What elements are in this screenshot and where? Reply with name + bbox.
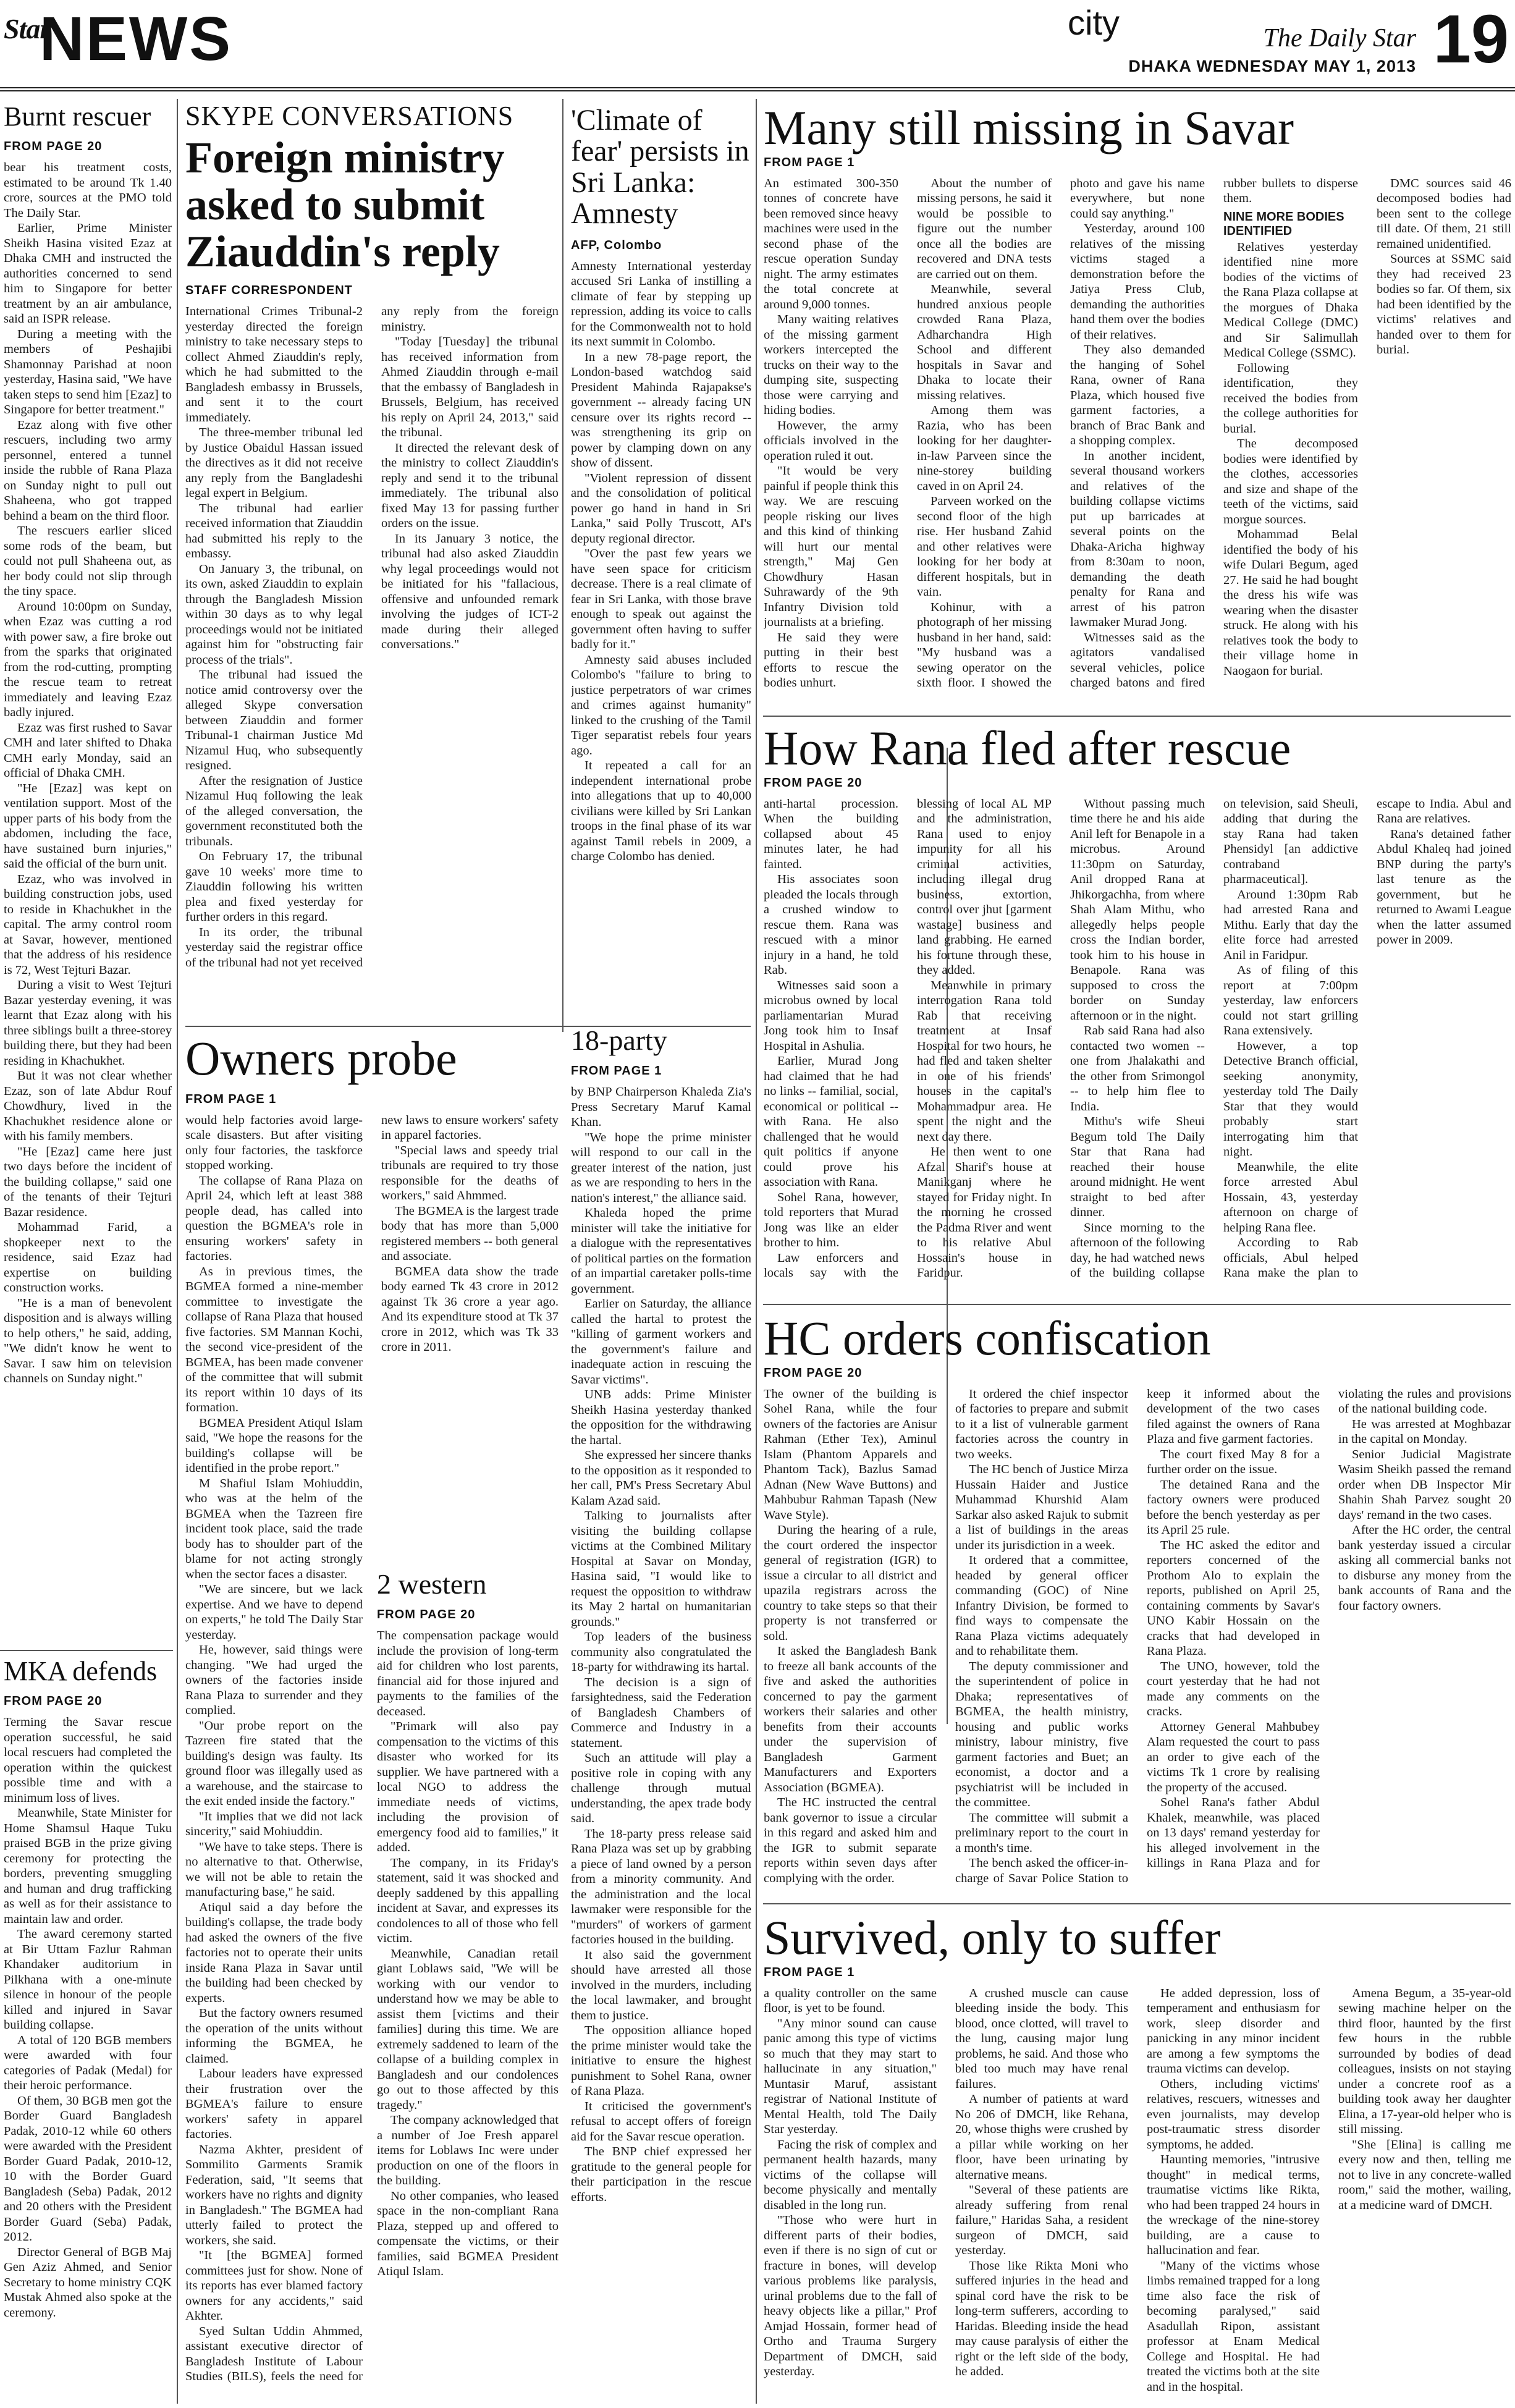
- story-paragraph: by BNP Chairperson Khaleda Zia's Press Secretary Maruf Kamal Khan.: [571, 1085, 751, 1130]
- story-paragraph: The company acknowledged that a number of Joe Fresh apparel items for Loblaws Inc were under production on one of the floors in the building.: [377, 2113, 559, 2188]
- story-paragraph: They also demanded the hanging of Sohel Rana, owner of Rana Plaza, which housed five garment factories, a branch of Brac Bank and a shopping complex.: [1070, 343, 1205, 448]
- story-paragraph: Ezaz along with five other rescuers, including two army personnel, entered a tunnel inside the rubble of Rana Plaza on Sunday night to pull out Shaheena, who got trapped behind a beam on the third floor.: [4, 418, 172, 523]
- story-divider: [763, 716, 1511, 717]
- story-paragraph: Amena Begum, a 35-year-old sewing machine helper on the third floor, haunted by the first few hours in the rubble surrounded by bodies of dead colleagues, insists on not staying under a concrete roof as a building took away her daughter Elina, a 17-year-old helper who is still missing.: [1338, 1986, 1511, 2137]
- story-paragraph: "Those who were hurt in different parts of their bodies, even if there is no sign of cut or fracture in bones, will develop various problems like paralysis, urinal problems due to the fall of heavy objects like a pillar," Prof Amjad Hossain, former head of Ortho and Trauma Surgery Department of DMCH, said yesterday.: [764, 2213, 937, 2379]
- story-paragraph: He was arrested at Moghbazar in the capital on Monday.: [1338, 1417, 1511, 1447]
- story-paragraph: During a visit to West Tejturi Bazar yesterday evening, it was learnt that Ezaz along with his three siblings built a three-storey building there, but they had been residing in Khachukhet.: [4, 978, 172, 1068]
- story-paragraph: Khaleda hoped the prime minister will take the initiative for a dialogue with the representatives of political parties on the formation of an impartial caretaker polls-time government.: [571, 1206, 751, 1296]
- story-paragraph: An estimated 300-350 tonnes of concrete have been removed since heavy machines were used in the second phase of the rescue operation Sunday night. The army estimates the total concrete at around 9,000 tonnes.: [764, 176, 898, 311]
- story-dateline: FROM PAGE 1: [185, 1092, 277, 1106]
- story-paragraph: The court fixed May 8 for a further order on the issue.: [1147, 1447, 1320, 1477]
- story-paragraph: About the number of missing persons, he said it would be possible to figure out the number once all the bodies are recovered and DNA tests are carried out on them.: [917, 176, 1052, 281]
- story-paragraph: Mohammad Belal identified the body of his wife Dulari Begum, aged 27. He said he had bought the dress his wife was wearing when the disaster struck. He along with his relatives took the body to their village home in Naogaon for burial.: [1223, 528, 1358, 678]
- story-dateline: FROM PAGE 20: [377, 1608, 476, 1622]
- story-paragraph: "Any minor sound can cause panic among this type of victims so much that they may start to hallucinate in any situation," Muntasir Maruf, assistant registrar of National Institute of Mental Health, told The Daily Star yesterday.: [764, 2016, 937, 2137]
- story-paragraph: Mithu's wife Sheui Begum told The Daily Star that Rana had reached their house around midnight. He went straight to bed after dinner.: [1070, 1115, 1205, 1220]
- story-paragraph: Meanwhile, Canadian retail giant Loblaws said, "We will be working with our vendor to understand how we may be able to assist them [victims and their families] during this time. We are extremely saddened to learn of the collapse of a building complex in Bangladesh and our condolences go out to those affected by this tragedy.": [377, 1946, 559, 2112]
- story-dateline: FROM PAGE 20: [764, 775, 863, 790]
- story-paragraph: anti-hartal procession. When the building collapsed about 45 minutes later, he had fainted.: [764, 796, 898, 871]
- story-paragraph: Of them, 30 BGB men got the Border Guard Bangladesh Padak, 2010-12 while 60 others were awarded with the President Border Guard Padak, 2010-12, 10 with the Border Guard Bangladesh (Seba) Padak, 2012 and 20 others with the President Border Guard (Seba) Padak, 2012.: [4, 2093, 172, 2244]
- story-paragraph: Ezaz, who was involved in building construction jobs, used to reside in Khachukhet in the capital. The army control room at Savar, however, mentioned that the address of his residence is 72, West Tejturi Bazar.: [4, 872, 172, 977]
- story-paragraph: It asked the Bangladesh Bank to freeze all bank accounts of the five and asked the authorities concerned to pay the garment workers their salaries and other benefits from their accounts under the supervision of Bangladesh Garment Manufacturers and Exporters Association (BGMEA).: [764, 1644, 937, 1794]
- story-paragraph: Sohel Rana's father Abdul Khalek, meanwhile, was placed on 13 days' remand yesterday for his alleged involvement in the killings in Rana Plaza and for violating the rules and provisions of the national building code.: [1147, 1387, 1511, 1870]
- story-paragraph: Meanwhile, the elite force arrested Abul Hossain, 43, yesterday afternoon on charge of helping Rana flee.: [1223, 1160, 1358, 1235]
- story-paragraph: The bench asked the officer-in-charge of Savar Police Station to keep it informed about the development of the two cases filed against the owners of Rana Plaza and five garment factories.: [955, 1387, 1320, 1885]
- story-mka-defends: [4, 1657, 172, 2405]
- newspaper-name: The Daily Star: [1263, 24, 1416, 53]
- story-paragraph: The decomposed bodies were identified by the clothes, accessories and size and shape of the teeth of the victims, said morgue sources.: [1223, 437, 1358, 526]
- story-paragraph: It directed the relevant desk of the ministry to collect Ziauddin's reply and send it to the tribunal immediately. The tribunal also fixed May 13 for passing further orders on the issue.: [381, 441, 559, 530]
- story-paragraph: Atiqul said a day before the building's collapse, the trade body had asked the owners of the five factories not to operate their units inside Rana Plaza in Savar until the building had been checked by experts.: [185, 1900, 363, 2005]
- story-paragraph: "Violent repression of dissent and the consolidation of political power go hand in hand in Sri Lanka," said Polly Truscott, AI's deputy regional director.: [571, 471, 751, 546]
- story-paragraph: She expressed her sincere thanks to the opposition as it responded to her call, PM's Press Secretary Abul Kalam Azad said.: [571, 1448, 751, 1508]
- story-paragraph: BGMEA President Atiqul Islam said, "We hope the reasons for the building's collapse will be identified in the probe report.": [185, 1416, 363, 1476]
- story-paragraph: Syed Sultan Uddin Ahmmed, assistant executive director of Bangladesh Institute of Labour Studies (BILS), feels the need for new laws to ensure workers' safety in apparel factories.: [185, 1113, 559, 2384]
- story-headline: Survived, only to suffer: [764, 1912, 1221, 1964]
- story-paragraph: Parveen worked on the second floor of the high rise. Her husband Zahid and other relatives were looking for her body at different hospitals, but in vain.: [917, 494, 1052, 599]
- story-paragraph: Those like Rikta Moni who suffered injuries in the head and spinal cord have the risk to be long-term sufferers, according to Haridas. Bleeding inside the head may cause paralysis of either the right or the left side of the body, he added.: [955, 2258, 1128, 2379]
- story-body: [4, 1715, 172, 2388]
- story-paragraph: Law enforcers and locals say with the blessing of local AL MP and the administration, Rana used to enjoy impunity for all his criminal activities, including illegal drug business, extortion, control over jhut [garment wastage] business and land grabbing. He earned his fortune through these, they added.: [764, 796, 1052, 1280]
- story-paragraph: Nazma Akhter, president of Sommilito Garments Sramik Federation, said, "It seems that workers have no rights and dignity in Bangladesh." The BGMEA had utterly failed to protect the workers, she said.: [185, 2142, 363, 2247]
- story-paragraph: UNB adds: Prime Minister Sheikh Hasina yesterday thanked the opposition for the withdrawing the hartal.: [571, 1388, 751, 1447]
- story-paragraph: As of filing of this report at 7:00pm yesterday, law enforcers could not start grilling Rana extensively.: [1223, 963, 1358, 1038]
- story-body: [764, 796, 1511, 1291]
- story-paragraph: DMC sources said 46 decomposed bodies had been sent to the college till date. Of them, 21 still remained unidentified.: [1377, 176, 1511, 251]
- story-paragraph: In another incident, several thousand workers and relatives of the building collapse victims put up barricades at several points on the Dhaka-Aricha highway from 8:30am to noon, demanding the death penalty for Rana and arrest of his patron lawmaker Murad Jong.: [1070, 449, 1205, 630]
- story-dateline: FROM PAGE 1: [764, 1965, 855, 1979]
- story-paragraph: It criticised the government's refusal to accept offers of foreign aid for the Savar rescue operation.: [571, 2099, 751, 2144]
- story-paragraph: International Crimes Tribunal-2 yesterday directed the foreign ministry to take necessary steps to collect Ahmed Ziauddin's reply, which he had submitted to the Bangladesh embassy in Brussels, and sent it to the court immediately.: [185, 305, 363, 425]
- story-paragraph: Ezaz was first rushed to Savar CMH and later shifted to Dhaka CMH early Monday, said an official of Dhaka CMH.: [4, 720, 172, 780]
- story-headline: MKA defends: [4, 1657, 158, 1686]
- page-number: 19: [1433, 1, 1509, 77]
- story-paragraph: It ordered that a committee, headed by general officer commanding (GOC) of Nine Infantry Division, be formed to find ways to compensate the Rana Plaza victims adequately and to rehabilitate them.: [955, 1553, 1128, 1658]
- story-body: [764, 1387, 1511, 1893]
- story-paragraph: Many waiting relatives of the missing garment workers intercepted the trucks on their way to the dumping site, suspecting those were carrying and hiding bodies.: [764, 313, 898, 418]
- story-paragraph: Talking to journalists after visiting the building collapse victims at the Combined Military Hospital at Savar on Monday, Hasina said, "I would like to request the opposition to withdraw its May 2 hartal on humanitarian grounds.": [571, 1509, 751, 1629]
- story-headline: 'Climate of fear' persists in Sri Lanka: Amnesty: [571, 105, 749, 230]
- story-many-still-missing: [764, 103, 1511, 711]
- story-paragraph: Such an attitude will play a positive role in coping with any challenge through mutual understanding, the apex trade body said.: [571, 1751, 751, 1826]
- story-paragraph: In a new 78-page report, the London-based watchdog said President Mahinda Rajapakse's government -- already facing UN censure over its rights record -- was strengthening its grip on power by clamping down on any show of dissent.: [571, 350, 751, 470]
- story-paragraph: The three-member tribunal led by Justice Obaidul Hassan issued the directives as it did not receive any reply from the Bangladeshi legal expert in Belgium.: [185, 426, 363, 500]
- story-paragraph: Since morning to the afternoon of the following day, he had watched news of the building collapse on television, said Sheuli, adding that during the stay Rana had taken Phensidyl [an addictive contraband pharmaceutical].: [1070, 796, 1358, 1280]
- story-paragraph: But it was not clear whether Ezaz, son of late Abdur Rouf Chowdhury, lived in the Khachukhet residence alone or with his family members.: [4, 1069, 172, 1144]
- story-paragraph: Facing the risk of complex and permanent health hazards, many victims of the collapse will become physically and mentally disabled in the long run.: [764, 2137, 937, 2212]
- column-rule: [177, 99, 178, 2404]
- story-paragraph: "He [Ezaz] came here just two days before the incident of the building collapse," said one of the tenants of their Tejturi Bazar residence.: [4, 1144, 172, 1219]
- story-paragraph: It repeated a call for an independent international probe into allegations that up to 40,000 civilians were killed by Sri Lankan troops in the final phase of its war against Tamil rebels in 2009, a charge Colombo has denied.: [571, 759, 751, 864]
- story-paragraph: Rana's detained father Abdul Khaleq had joined BNP during the party's last tenure as the government, but he returned to Awami League when the latter assumed power in 2009.: [1377, 827, 1511, 947]
- story-paragraph: As in previous times, the BGMEA formed a nine-member committee to investigate the collapse of Rana Plaza that housed five factories. SM Mannan Kochi, the second vice-president of the BGMEA, has been made convener of the committee that will submit its report within 10 days of its formation.: [185, 1264, 363, 1415]
- column-rule: [562, 99, 563, 1032]
- story-headline: 2 western: [377, 1569, 487, 1600]
- story-paragraph: In its order, the tribunal yesterday said the registrar office of the tribunal had not yet received any reply from the foreign ministry.: [185, 305, 559, 970]
- story-headline: Many still missing in Savar: [764, 103, 1294, 154]
- story-dateline: FROM PAGE 20: [4, 1694, 103, 1709]
- story-paragraph: "We are sincere, but we lack expertise. And we have to depend on experts," he told The Daily Star yesterday.: [185, 1582, 363, 1642]
- story-paragraph: The company, in its Friday's statement, said it was shocked and deeply saddened by this appalling incident at Savar, and expresses its condolences to all of those who fell victim.: [377, 1856, 559, 1946]
- story-divider: [763, 1903, 1511, 1904]
- story-paragraph: The HC bench of Justice Mirza Hussain Haider and Justice Muhammad Khurshid Alam Sarkar also asked Rajuk to submit a list of buildings in the areas under its jurisdiction in a week.: [955, 1463, 1128, 1552]
- story-paragraph: Amnesty International yesterday accused Sri Lanka of instilling a climate of fear by stepping up repression, adding its voice to calls for the Commonwealth not to hold its next summit in Colombo.: [571, 259, 751, 349]
- story-paragraph: His associates soon pleaded the locals through a crushed window to rescue them. Rana was rescued with a minor injury in a hand, he told Rab.: [764, 872, 898, 978]
- story-paragraph: He then went to one Afzal Sharif's house at Manikganj where he stayed for Friday night. In the morning he crossed the Padma River and went to his relative Abul Hossain's house in Faridpur.: [917, 1145, 1052, 1280]
- story-paragraph: The UNO, however, told the court yesterday that he had not made any comments on the cracks.: [1147, 1659, 1320, 1719]
- section-logo-news: NEWS: [40, 4, 232, 74]
- story-climate-of-fear: [571, 105, 751, 1013]
- story-survived: [764, 1912, 1511, 2405]
- story-paragraph: Terming the Savar rescue operation successful, he said local rescuers had completed the operation within the quickest possible time and with a minimum loss of lives.: [4, 1715, 172, 1805]
- story-paragraph: Top leaders of the business community also congratulated the 18-party for withdrawing its hartal.: [571, 1630, 751, 1675]
- story-paragraph: Yesterday, around 100 relatives of the missing victims staged a demonstration before the Jatiya Press Club, demanding the authorities hand them over the bodies of their relatives.: [1070, 222, 1205, 342]
- story-paragraph: "Special laws and speedy trial tribunals are required to try those responsible for the deaths of workers," said Ahmmed.: [381, 1143, 559, 1203]
- story-paragraph: A total of 120 BGB members were awarded with four categories of Padak (Medal) for their heroic performance.: [4, 2033, 172, 2093]
- story-kicker: SKYPE CONVERSATIONS: [185, 101, 514, 131]
- story-paragraph: "She [Elina] is calling me every now and then, telling me not to live in any concrete-walled room," said the mother, wailing, at a medicine ward of DMCH.: [1338, 2137, 1511, 2212]
- story-paragraph: He said they were putting in their best efforts to rescue the bodies unhurt.: [764, 630, 898, 690]
- story-burnt-rescuer: [4, 103, 172, 1647]
- story-paragraph: The compensation package would include the provision of long-term aid for children who lost parents, financial aid for those injured and payments to the families of the deceased.: [377, 1629, 559, 1718]
- story-paragraph: would help factories avoid large-scale disasters. But after visiting only four factories, the taskforce stopped working.: [185, 1113, 363, 1173]
- story-paragraph: He, however, said things were changing. "We had urged the owners of the factories inside Rana Plaza to surrender and they complied.: [185, 1643, 363, 1718]
- story-paragraph: bear his treatment costs, estimated to be around Tk 1.40 crore, sources at the PMO told The Daily Star.: [4, 161, 172, 220]
- story-foreign-ministry: [185, 99, 559, 1020]
- story-paragraph: Among them was Razia, who has been looking for her daughter-in-law Parveen since the nine-storey building caved in on April 24.: [917, 403, 1052, 493]
- story-paragraph: The BNP chief expressed her gratitude to the general people for their participation in the rescue efforts.: [571, 2145, 751, 2204]
- story-paragraph: On February 17, the tribunal gave 10 weeks' more time to Ziauddin following his written plea and fixed yesterday for further orders in this regard.: [185, 850, 363, 924]
- story-paragraph: Senior Judicial Magistrate Wasim Sheikh passed the remand order when DB Inspector Mir Shahin Shah Parvez sought 20 days' remand in the two cases.: [1338, 1447, 1511, 1522]
- story-byline: STAFF CORRESPONDENT: [185, 284, 353, 297]
- story-paragraph: After the resignation of Justice Nizamul Huq following the leak of the alleged conversation, the government reconstituted both the tribunals.: [185, 774, 363, 848]
- story-paragraph: "He is a man of benevolent disposition and is always willing to help others," he said, adding, "We didn't know he went to Savar. I saw him on television channels on Sunday night.": [4, 1296, 172, 1386]
- story-paragraph: Labour leaders have expressed their frustration over the BGMEA's failure to ensure workers' safety in apparel factories.: [185, 2067, 363, 2142]
- story-paragraph: a quality controller on the same floor, is yet to be found.: [764, 1986, 937, 2016]
- story-paragraph: Earlier, Murad Jong had claimed that he had no links -- familial, social, economical or political -- with Rana. He also challenged that he would quit politics if anyone could prove his association with Rana.: [764, 1054, 898, 1189]
- story-paragraph: "Several of these patients are already suffering from renal failure," Haridas Saha, a resident surgeon of DMCH, said yesterday.: [955, 2183, 1128, 2258]
- story-paragraph: Haunting memories, "intrusive thought" in medical terms, traumatise victims like Rikta, who had been trapped 24 hours in the wreckage of the nine-storey building, are a cause to hallucination and fear.: [1147, 2153, 1320, 2258]
- story-paragraph: However, a top Detective Branch official, seeking anonymity, yesterday told The Daily Star that they would probably start interrogating him that night.: [1223, 1039, 1358, 1159]
- story-paragraph: Earlier, Prime Minister Sheikh Hasina visited Ezaz at Dhaka CMH and instructed the authorities concerned to send him to Singapore for better treatment by an air ambulance, said an ISPR release.: [4, 221, 172, 326]
- story-paragraph: The committee will submit a preliminary report to the court in a month's time.: [955, 1810, 1128, 1855]
- story-paragraph: Witnesses said soon a microbus owned by local parliamentarian Murad Jong took him to Insaf Hospital in Ashulia.: [764, 978, 898, 1053]
- story-paragraph: Without passing much time there he and his aide Anil left for Benapole in a microbus. Around 11:30pm on Saturday, Anil dropped Rana at Jhikorgachha, from where Shah Alam Mithu, who allegedly helps people cross the Indian border, took him to his house in Benapole. Rana was supposed to cross the border on Sunday afternoon or in the night.: [1070, 796, 1205, 1023]
- story-how-rana-fled: [764, 723, 1511, 1301]
- story-body: [4, 160, 172, 1631]
- story-dateline: FROM PAGE 20: [4, 140, 103, 154]
- story-paragraph: Around 10:00pm on Sunday, when Ezaz was cutting a rod with power saw, a fire broke out from the sparks that originated from the rod-cutting, prompting the rescue team to retreat immediately and leaving Ezaz badly injured.: [4, 599, 172, 720]
- story-paragraph: The HC instructed the central bank governor to issue a circular in this regard and asked him and the IGR to submit separate reports within seven days after complying with the order.: [764, 1796, 937, 1885]
- story-paragraph: The tribunal had earlier received information that Ziauddin had submitted his reply to the embassy.: [185, 501, 363, 560]
- story-body: [185, 304, 559, 984]
- story-body: [764, 1986, 1511, 2400]
- story-body: [571, 259, 751, 1013]
- story-paragraph: The HC asked the editor and reporters concerned of the Prothom Alo to explain the reports, published on April 25, containing comments by Savar's UNO Kabir Hossain on the cracks that had developed in Rana Plaza.: [1147, 1538, 1320, 1658]
- story-headline: How Rana fled after rescue: [764, 723, 1291, 775]
- story-body: [571, 1084, 751, 2394]
- story-paragraph: Sources at SSMC said they had received 23 bodies so far. Of them, six had been identified by the victims' relatives and handed over to them for burial.: [1377, 252, 1511, 357]
- story-headline: Burnt rescuer: [4, 103, 151, 132]
- story-paragraph: Around 1:30pm Rab had arrested Rana and Mithu. Early that day the elite force had arrested Anil in Faridpur.: [1223, 887, 1358, 962]
- story-paragraph: Relatives yesterday identified nine more bodies of the victims of the Rana Plaza collapse at the morgues of Dhaka Medical College (DMC) and Sir Salimullah Medical College (SSMC).: [1223, 240, 1358, 360]
- story-paragraph: It ordered the chief inspector of factories to prepare and submit to it a list of vulnerable garment factories across the country in two weeks.: [955, 1387, 1128, 1461]
- story-paragraph: The rescuers earlier sliced some rods of the beam, but could not pull Shaheena out, as her body could not slip through the tiny space.: [4, 524, 172, 599]
- story-paragraph: The BGMEA is the largest trade body that has more than 5,000 registered members -- both general and associate.: [381, 1204, 559, 1264]
- story-divider: [763, 1304, 1511, 1305]
- story-dateline: FROM PAGE 20: [764, 1366, 863, 1380]
- story-paragraph: "Our probe report on the Tazreen fire stated that the building's design was faulty. Its ground floor was illegally used as a warehouse, and the staircase to the exit ended inside the factory.": [185, 1718, 363, 1809]
- story-paragraph: "It [the BGMEA] formed committees just for show. None of its reports has ever blamed factory owners for any accidents," said Akhter.: [185, 2249, 363, 2323]
- story-paragraph: "It would be very painful if people think this way. We are rescuing people risking our lives and this kind of thinking will hurt our mental strength," Maj Gen Chowdhury Hasan Suhrawardy of the 9th Infantry Division told journalists at a briefing.: [764, 464, 898, 630]
- story-paragraph: Following identification, they received the bodies from the college authorities for burial.: [1223, 361, 1358, 436]
- story-paragraph: Rab said Rana had also contacted two women -- one from Jhalakathi and the other from Srimongol -- to help him flee to India.: [1070, 1024, 1205, 1113]
- story-paragraph: Sohel Rana, however, told reporters that Murad Jong was like an elder brother to him.: [764, 1190, 898, 1250]
- story-paragraph: A number of patients at ward No 206 of DMCH, like Rehana, 20, whose thighs were crushed by a pillar while working on her floor, have been urinating by alternative means.: [955, 2092, 1128, 2182]
- story-paragraph: "Primark will also pay compensation to the victims of this disaster who worked for its supplier. We have partnered with a local NGO to address the immediate needs of victims, including the provision of emergency food aid to families," it added.: [377, 1720, 559, 1855]
- story-paragraph: He added depression, loss of temperament and enthusiasm for work, sleep disorder and panicking in any minor incident are among a few symptoms the trauma victims can develop.: [1147, 1986, 1320, 2076]
- story-paragraph: The owner of the building is Sohel Rana, while the four owners of the factories are Anisur Rahman (Ether Tex), Aminul Islam (Phantom Apparels and Phantom Tack), Bazlus Samad Adnan (New Wave Buttons) and Mahbubur Rahman Tapash (New Wave Style).: [764, 1387, 937, 1522]
- story-paragraph: Meanwhile in primary interrogation Rana told Rab that receiving treatment at Insaf Hospital for two hours, he had fled and taken shelter in one of his friends' houses in the capital's Mohammadpur area. He spent the night and the next day there.: [917, 978, 1052, 1144]
- story-paragraph: The 18-party press release said Rana Plaza was set up by grabbing a piece of land owned by a person from a minority community. And the administration and the local lawmaker were responsible for the "murders" of workers of garment factories housed in the building.: [571, 1827, 751, 1947]
- story-paragraph: Earlier on Saturday, the alliance called the hartal to protest the "killing of garment workers and the government's failure and inadequate action in rescuing the Savar victims".: [571, 1297, 751, 1387]
- story-hc-orders: [764, 1313, 1511, 1900]
- story-paragraph: "Today [Tuesday] the tribunal has received information from Ahmed Ziauddin through e-mail that the embassy of Bangladesh in Brussels, Belgium, has received his reply on April 24, 2013," said the tribunal.: [381, 335, 559, 439]
- story-paragraph: Meanwhile, State Minister for Home Shamsul Haque Tuku praised BGB in the prize giving ceremony for protecting the borders, preventing smuggling and human and drug trafficking as well as for their assistance to maintain law and order.: [4, 1806, 172, 1926]
- story-subhead: NINE MORE BODIES IDENTIFIED: [1223, 209, 1344, 238]
- newspaper-logo-star: Star: [4, 13, 51, 44]
- story-divider: [0, 1650, 173, 1651]
- story-paragraph: "He [Ezaz] was kept on ventilation support. Most of the upper parts of his body from the abdomen, including the face, have sustained burn injuries," said the official of the burn unit.: [4, 781, 172, 871]
- story-paragraph: According to Rab officials, Abul helped Rana make the plan to escape to India. Abul and Rana are relatives.: [1223, 796, 1511, 1280]
- story-headline: Foreign ministry asked to submit Ziauddin's reply: [185, 133, 505, 276]
- story-paragraph: After the HC order, the central bank yesterday issued a circular asking all commercial banks not to disburse any money from the bank accounts of Rana and the four factory owners.: [1338, 1523, 1511, 1613]
- story-paragraph: Kohinur, with a photograph of her missing husband in her hand, said: "My husband was a sewing operator on the sixth floor. I showed the photo and gave his name everywhere, but none could say anything.": [917, 176, 1205, 690]
- column-rule: [756, 99, 757, 2404]
- masthead: [0, 0, 1515, 91]
- story-paragraph: BGMEA data show the trade body earned Tk 43 crore in 2012 against Tk 36 crore a year ago. And its expenditure stood at Tk 37 crore in 2012, which was Tk 33 crore in 2011.: [381, 1264, 559, 1354]
- story-paragraph: M Shafiul Islam Mohiuddin, who was at the helm of the BGMEA when the Tazreen fire incident took place, said the trade body has to shoulder part of the blame for not acting strongly when the sector faces a disaster.: [185, 1476, 363, 1581]
- story-paragraph: "Many of the victims whose limbs remained trapped for a long time also face the risk of becoming paralysed," said Asadullah Ripon, assistant professor at Enam Medical College and Hospital. He had treated the victims both at the site and in the hospital.: [1147, 2258, 1320, 2394]
- story-byline: AFP, Colombo: [571, 238, 662, 252]
- story-paragraph: The tribunal had issued the notice amid controversy over the alleged Skype conversation between Ziauddin and former Tribunal-1 chairman Justice Md Nizamul Huq, who subsequently resigned.: [185, 668, 363, 772]
- story-paragraph: However, the army officials involved in the operation ruled it out.: [764, 418, 898, 463]
- story-body: [377, 1628, 559, 2401]
- story-paragraph: The opposition alliance hoped the prime minister would take the initiative to ensure the highest punishment to Sohel Rana, owner of Rana Plaza.: [571, 2024, 751, 2098]
- story-paragraph: It also said the government should have arrested all those involved in the murders, including the local lawmaker, and brought them to justice.: [571, 1948, 751, 2022]
- story-paragraph: During the hearing of a rule, the court ordered the inspector general of registration (IGR) to issue a circular to all district and upazila registrars across the country to take steps so that their property is not transferred or sold.: [764, 1523, 937, 1643]
- story-paragraph: Mohammad Farid, a shopkeeper next to the residence, said Ezaz had expertise on building construction works.: [4, 1220, 172, 1295]
- story-headline: Owners probe: [185, 1033, 457, 1085]
- story-paragraph: "Over the past few years we have seen space for criticism decrease. There is a real climate of fear in Sri Lanka, with those brave enough to speak out against the government often having to suffer badly for it.": [571, 547, 751, 652]
- story-paragraph: Meanwhile, several hundred anxious people crowded Rana Plaza, Adharchandra High School and different hospitals in Savar and Dhaka to locate their missing relatives.: [917, 282, 1052, 402]
- story-paragraph: The collapse of Rana Plaza on April 24, which left at least 388 people dead, has called into question the BGMEA's role in ensuring workers' safety in factories.: [185, 1173, 363, 1264]
- section-name: city: [1068, 3, 1120, 42]
- story-paragraph: The deputy commissioner and the superintendent of police in Dhaka; representatives of BGMEA, the health ministry, housing and public works ministry, labour ministry, five garment factories and Buet; an economist, a doctor and a psychiatrist will be included in the committee.: [955, 1659, 1128, 1810]
- story-headline: HC orders confiscation: [764, 1313, 1211, 1365]
- story-paragraph: "It implies that we did not lack sincerity," said Mohiuddin.: [185, 1809, 363, 1839]
- story-paragraph: The award ceremony started at Bir Uttam Fazlur Rahman Khandaker auditorium in Pilkhana with a one-minute silence in honour of the people killed and injured in Savar building collapse.: [4, 1927, 172, 2032]
- story-paragraph: Amnesty said abuses included Colombo's "failure to bring to justice perpetrators of war crimes and crimes against humanity" linked to the crushing of the Tamil Tiger separatist rebels four years ago.: [571, 653, 751, 758]
- story-headline: 18-party: [571, 1026, 667, 1056]
- issue-date: DHAKA WEDNESDAY MAY 1, 2013: [1128, 57, 1416, 75]
- story-paragraph: "We have to take steps. There is no alternative to that. Otherwise, we will not be able to retain the manufacturing base," he said.: [185, 1840, 363, 1899]
- story-paragraph: Witnesses said as the agitators vandalised several vehicles, police charged batons and fired rubber bullets to disperse them.: [1070, 176, 1358, 690]
- story-paragraph: A crushed muscle can cause bleeding inside the body. This blood, once clotted, will travel to the lung, causing major lung problems, he said. And those who bled too much may have renal failures.: [955, 1986, 1128, 2091]
- story-2-western: [377, 1569, 559, 2404]
- story-dateline: FROM PAGE 1: [764, 155, 855, 169]
- story-paragraph: No other companies, who leased space in the non-compliant Rana Plaza, stepped up and offered to compensate the victims, or their families, said BGMEA President Atiqul Islam.: [377, 2189, 559, 2279]
- story-paragraph: But the factory owners resumed the operation of the units without informing the BGMEA, he claimed.: [185, 2006, 363, 2066]
- story-paragraph: "We hope the prime minister will respond to our call in the greater interest of the nation, just as we are responding to hers in the nation's interest," the alliance said.: [571, 1130, 751, 1205]
- story-18-party: [571, 1026, 751, 2404]
- story-paragraph: Attorney General Mahbubey Alam requested the court to pass an order to give each of the victims Tk 1 crore by realising the property of the accused.: [1147, 1720, 1320, 1794]
- story-paragraph: Others, including victims' relatives, rescuers, witnesses and even journalists, may develop post-traumatic stress disorder symptoms, he added.: [1147, 2077, 1320, 2152]
- story-paragraph: During a meeting with the members of Peshajibi Shamonnay Parishad at noon yesterday, Hasina said, "We have taken steps to send him [Ezaz] to Singapore for better treatment.": [4, 327, 172, 417]
- story-paragraph: On January 3, the tribunal, on its own, asked Ziauddin to explain through the Bangladesh Mission within 30 days as to why legal proceedings would not be initiated against him for "obstructing fair process of the trials".: [185, 562, 363, 667]
- story-paragraph: Director General of BGB Maj Gen Aziz Ahmed, and Senior Secretary to home ministry CQK Mustak Ahmed also spoke at the ceremony.: [4, 2245, 172, 2320]
- story-body: [764, 176, 1511, 701]
- story-paragraph: The decision is a sign of farsightedness, said the Federation of Bangladesh Chambers of Commerce and Industry in a statement.: [571, 1675, 751, 1750]
- story-paragraph: The detained Rana and the factory owners were produced before the bench yesterday as per its April 25 rule.: [1147, 1477, 1320, 1537]
- story-paragraph: In its January 3 notice, the tribunal had also asked Ziauddin why legal proceedings would not be initiated for his "fallacious, offensive and unfounded remark involving the judges of ICT-2 made during their alleged conversations.": [381, 531, 559, 651]
- story-dateline: FROM PAGE 1: [571, 1064, 662, 1078]
